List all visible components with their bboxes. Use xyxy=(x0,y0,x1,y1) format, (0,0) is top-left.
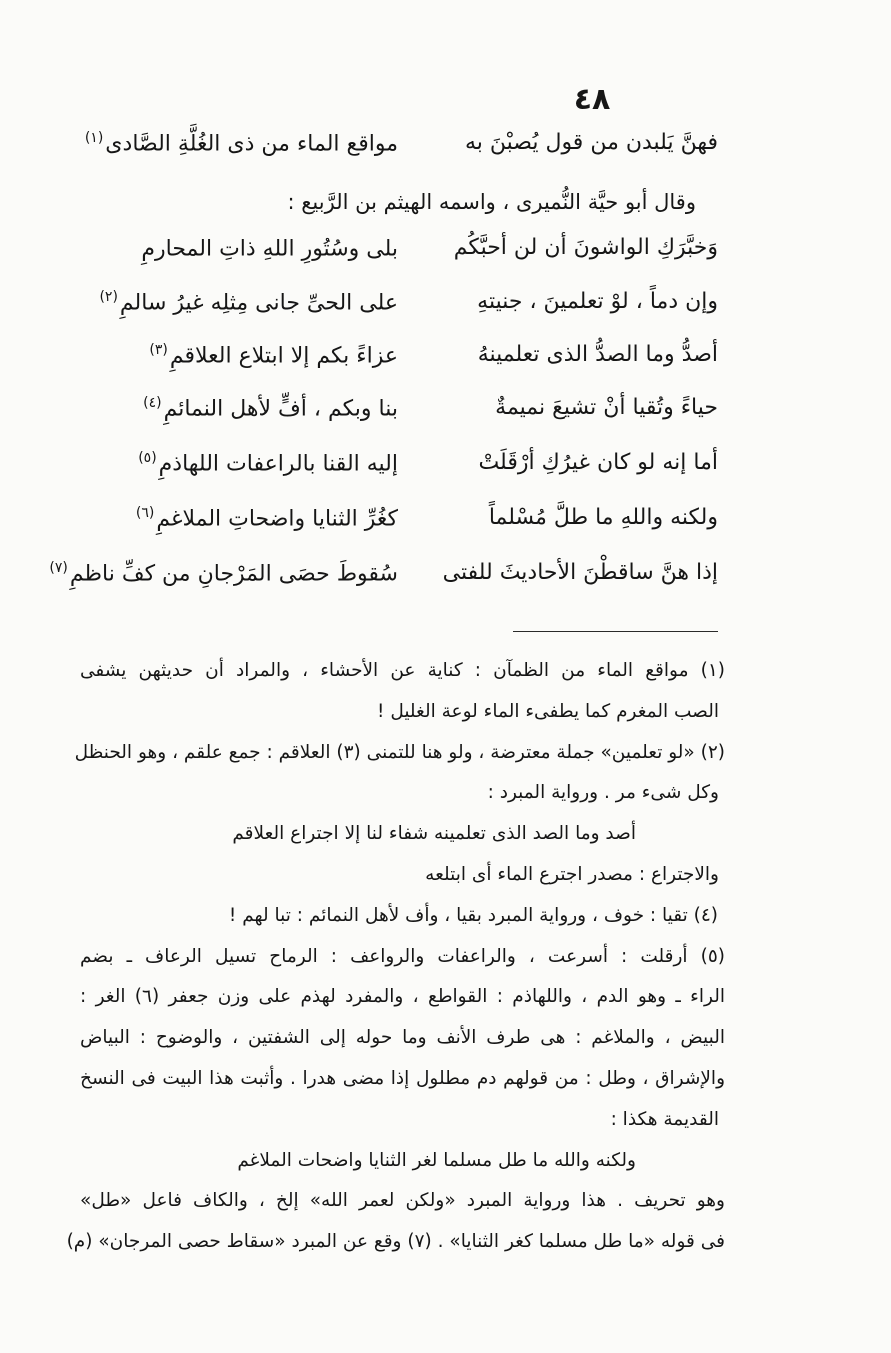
poem-intro-line: وقال أبو حيَّة النُّميرى ، واسمه الهيثم بن الرَّبيع : xyxy=(287,190,696,214)
verse-line xyxy=(78,289,718,329)
verse-line xyxy=(78,342,718,382)
footnote-line: القديمة هكذا : xyxy=(610,1109,719,1130)
verse-second-hemistich xyxy=(99,289,398,315)
verse-second-hemistich-text: عزاءً بكم إلا ابتلاع العلاقمِ xyxy=(169,343,398,369)
footnote-line: والاجتراع : مصدر اجترع الماء أى ابتلعه xyxy=(425,864,719,885)
footnote-line: (١) مواقع الماء من الظمآن : كناية عن الأحشاء ، والمراد أن حديثهن يشفى xyxy=(80,660,725,681)
verse-first-hemistich: وإن دماً ، لوْ تعلمينَ ، جنيتهِ xyxy=(477,289,718,314)
footnote-marker: (٣) xyxy=(149,342,168,358)
page-number: ٤٨ xyxy=(573,82,611,117)
verse-second-hemistich xyxy=(149,342,398,368)
footnote-separator xyxy=(513,631,718,632)
verse-second-hemistich xyxy=(136,505,398,531)
footnote-line: (٢) «لو تعلمين» جملة معترضة ، ولو هنا للتمنى (٣) العلاقم : جمع علقم ، وهو الحنظل xyxy=(74,742,725,763)
verse-second-hemistich-text: سُقوطَ حصَى المَرْجانِ من كفِّ ناظمِ xyxy=(69,561,398,587)
footnote-marker: (٧) xyxy=(49,560,68,576)
verse-second-hemistich xyxy=(143,395,398,421)
footnote-line: البيض ، والملاغم : هى طرف الأنف وما حوله إلى الشفتين ، والوضوح : البياض xyxy=(80,1027,725,1048)
verse-first-hemistich: فهنَّ يَلبدن من قول يُصبْنَ به xyxy=(464,130,718,155)
verse-line xyxy=(78,450,718,490)
verse-second-hemistich xyxy=(49,560,398,586)
verse-line xyxy=(78,505,718,545)
verse-second-hemistich-text: على الحىِّ جانى مِثلِه غيرُ سالمِ xyxy=(119,290,398,316)
verse-line xyxy=(78,130,718,170)
footnote-marker: (٤) xyxy=(143,395,162,411)
verse-second-hemistich xyxy=(139,235,398,261)
verse-second-hemistich-text: مواقع الماء من ذى الغُلَّةِ الصَّادى xyxy=(105,131,398,157)
footnote-marker: (١) xyxy=(84,130,104,146)
verse-second-hemistich-text: بلى وسُتُورِ اللهِ ذاتِ المحارمِ xyxy=(141,236,398,262)
verse-second-hemistich-text: كغُرِّ الثنايا واضحاتِ الملاغمِ xyxy=(156,506,398,532)
verse-line xyxy=(78,235,718,275)
verse-line xyxy=(78,395,718,435)
verse-first-hemistich: حياءً وتُقيا أنْ تشيعَ نميمةٌ xyxy=(495,395,718,420)
verse-second-hemistich-text: بنا وبكم ، أفٍّ لأهل النمائمِ xyxy=(163,396,398,422)
footnote-marker: (٦) xyxy=(135,505,155,521)
footnote-marker: (٥) xyxy=(138,450,157,466)
footnote-line: ولكنه والله ما طل مسلما لغر الثنايا واضحات الملاغم xyxy=(237,1150,636,1171)
verse-second-hemistich xyxy=(85,130,398,156)
verse-second-hemistich-text: إليه القنا بالراعفات اللهاذمِ xyxy=(158,451,398,477)
footnote-line: وهو تحريف . هذا ورواية المبرد «ولكن لعمر الله» إلخ ، والكاف فاعل «طل» xyxy=(80,1190,725,1211)
footnote-line: فى قوله «ما طل مسلما كغر الثنايا» . (٧) وقع عن المبرد «سقاط حصى المرجان» (م) xyxy=(66,1231,725,1252)
footnote-line: (٥) أرقلت : أسرعت ، والراعفات والرواعف : الرماح تسيل الرعاف ـ بضم xyxy=(80,946,725,967)
verse-first-hemistich: ولكنه واللهِ ما طلَّ مُسْلماً xyxy=(488,505,718,530)
footnote-line: الراء ـ وهو الدم ، واللهاذم : القواطع ، والمفرد لهذم على وزن جعفر (٦) الغر : xyxy=(80,986,726,1007)
footnote-line: وكل شىء مر . ورواية المبرد : xyxy=(487,782,719,803)
footnote-line: (٤) تقيا : خوف ، ورواية المبرد بقيا ، وأف لأهل النمائم : تبا لهم ! xyxy=(228,905,718,926)
footnote-line: أصد وما الصد الذى تعلمينه شفاء لنا إلا اجتراع العلاقم xyxy=(232,823,636,844)
verse-line xyxy=(49,560,718,600)
footnote-line: الصب المغرم كما يطفىء الماء لوعة الغليل ! xyxy=(377,701,719,722)
verse-first-hemistich: وَخبَّرَكِ الواشونَ أن لن أحبَّكُم xyxy=(453,235,718,260)
verse-first-hemistich: أصدُّ وما الصدُّ الذى تعلمينهُ xyxy=(477,342,718,367)
verse-second-hemistich xyxy=(138,450,398,476)
footnote-marker: (٢) xyxy=(99,289,118,305)
footnote-line: والإشراق ، وطل : من قولهم دم مطلول إذا مضى هدرا . وأثبت هذا البيت فى النسخ xyxy=(80,1068,725,1089)
verse-first-hemistich: أما إنه لو كان غيرُكِ أرْقَلَتْ xyxy=(478,450,718,475)
verse-first-hemistich: إذا هنَّ ساقطْنَ الأحاديثَ للفتى xyxy=(442,560,718,585)
